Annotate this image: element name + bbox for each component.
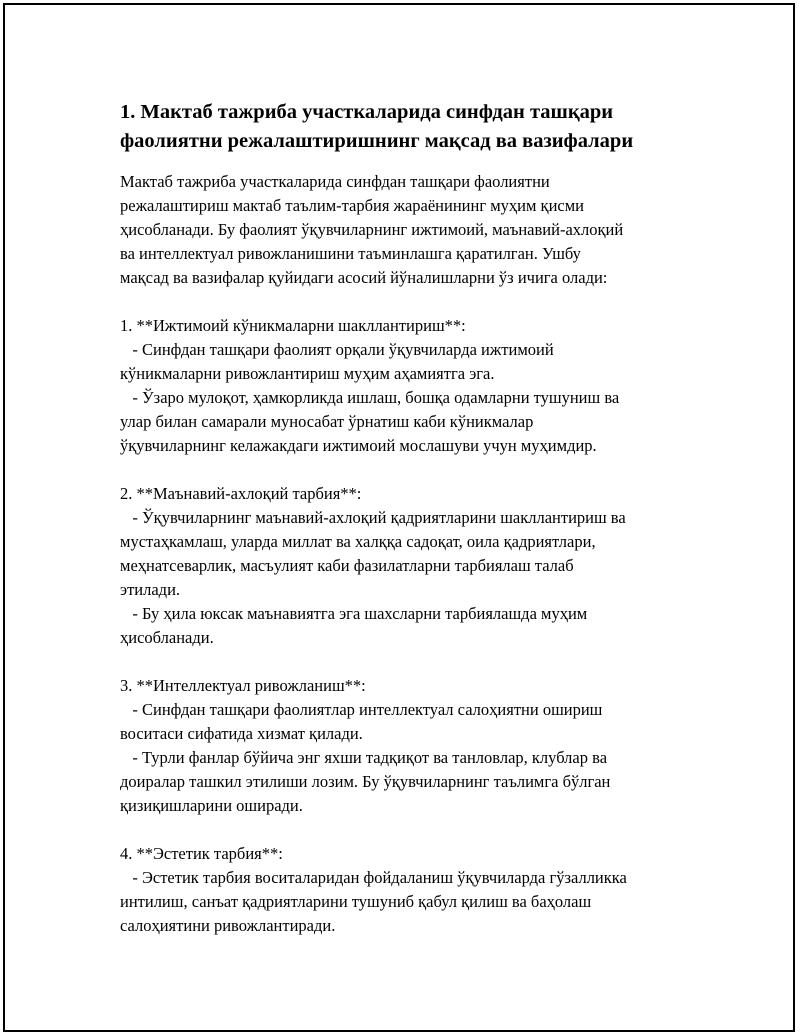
text-line: ҳисобланади. Бу фаолият ўқувчиларнинг ижтимоий, маънавий-ахлоқий: [120, 220, 624, 239]
list-item: [120, 674, 710, 818]
page-frame: [3, 3, 795, 1032]
text-line: Мактаб тажриба участкаларида синфдан ташқари фаолиятни: [120, 172, 550, 191]
text-line: кўникмаларни ривожлантириш муҳим аҳамиятга эга.: [120, 364, 495, 383]
text-line: 3. **Интеллектуал ривожланиш**:: [120, 676, 366, 695]
text-line: мақсад ва вазифалар қуйидаги асосий йўналишларни ўз ичига олади:: [120, 268, 608, 287]
intro-paragraph: [120, 170, 710, 290]
text-line: ва интеллектуал ривожланишини таъминлашга қаратилган. Ушбу: [120, 244, 581, 263]
text-line: режалаштириш мактаб таълим-тарбия жараёнининг муҳим қисми: [120, 196, 584, 215]
text-line: меҳнатсеварлик, масъулият каби фазилатларни тарбиялаш талаб: [120, 556, 574, 575]
text-line: - Эстетик тарбия воситаларидан фойдаланиш ўқувчиларда гўзалликка: [120, 868, 627, 887]
text-line: - Синфдан ташқари фаолиятлар интеллектуал салоҳиятни ошириш: [120, 700, 603, 719]
text-line: воситаси сифатида хизмат қилади.: [120, 724, 363, 743]
text-line: ўқувчиларнинг келажакдаги ижтимоий мослашуви учун муҳимдир.: [120, 436, 597, 455]
text-line: 4. **Эстетик тарбия**:: [120, 844, 283, 863]
text-line: этилади.: [120, 580, 181, 599]
text-line: - Турли фанлар бўйича энг яхши тадқиқот ва танловлар, клублар ва: [120, 748, 608, 767]
text-line: доиралар ташкил этилиши лозим. Бу ўқувчиларнинг таълимга бўлган: [120, 772, 611, 791]
text-line: улар билан самарали муносабат ўрнатиш каби кўникмалар: [120, 412, 534, 431]
heading-line: фаолиятни режалаштиришнинг мақсад ва вазифалари: [120, 130, 634, 152]
list-item: [120, 482, 710, 650]
text-line: ҳисобланади.: [120, 628, 214, 647]
document-body: [120, 97, 710, 938]
text-line: интилиш, санъат қадриятларини тушуниб қабул қилиш ва баҳолаш: [120, 892, 592, 911]
text-line: салоҳиятини ривожлантиради.: [120, 916, 336, 935]
text-line: 2. **Маънавий-ахлоқий тарбия**:: [120, 484, 362, 503]
text-line: - Ўқувчиларнинг маънавий-ахлоқий қадриятларини шакллантириш ва: [120, 508, 626, 527]
list-item: [120, 314, 710, 458]
heading-line: 1. Мактаб тажриба участкаларида синфдан ташқари: [120, 101, 614, 123]
text-line: - Ўзаро мулоқот, ҳамкорликда ишлаш, бошқа одамларни тушуниш ва: [120, 388, 620, 407]
document-paragraphs: [120, 170, 710, 938]
text-line: қизиқишларини оширади.: [120, 796, 303, 815]
section-heading: [120, 97, 710, 156]
text-line: мустаҳкамлаш, уларда миллат ва халққа садоқат, оила қадриятлари,: [120, 532, 596, 551]
list-item: [120, 842, 710, 938]
text-line: - Синфдан ташқари фаолият орқали ўқувчиларда ижтимоий: [120, 340, 554, 359]
text-line: 1. **Ижтимоий кўникмаларни шакллантириш**:: [120, 316, 466, 335]
text-line: - Бу ҳила юксак маънавиятга эга шахсларни тарбиялашда муҳим: [120, 604, 588, 623]
